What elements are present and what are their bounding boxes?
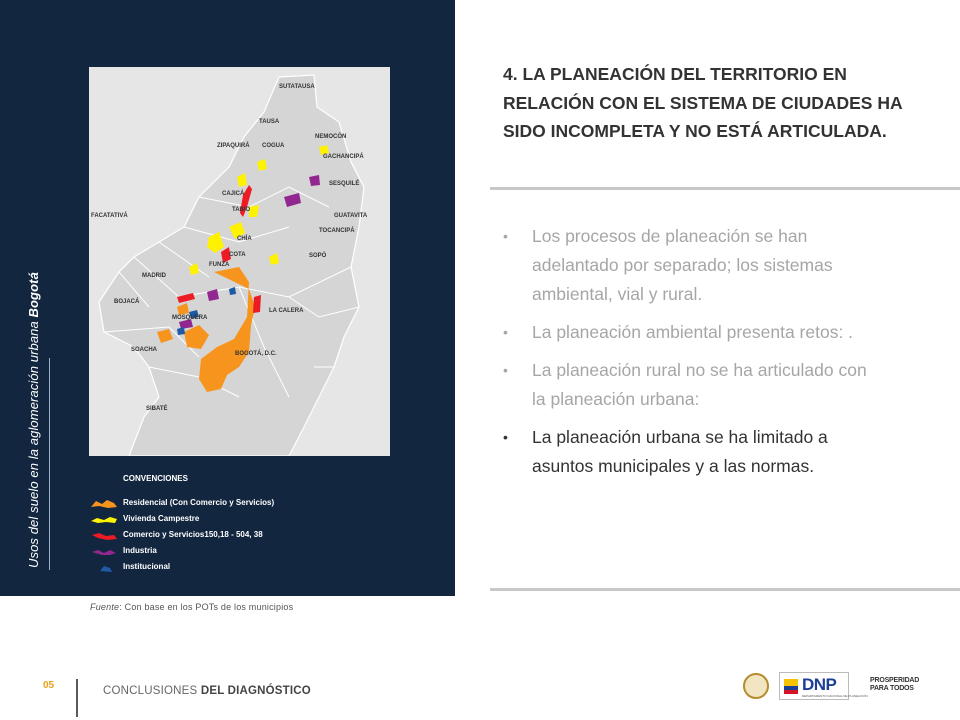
footer-divider [76, 679, 78, 717]
prosperidad-line1: PROSPERIDAD [870, 677, 920, 684]
page-number: 05 [43, 680, 55, 691]
map-label: BOGOTÁ, D.C. [235, 351, 277, 357]
map-label: SOACHA [131, 347, 158, 353]
map-label: FACATATIVÁ [91, 213, 128, 219]
legend-label: Industria [123, 546, 157, 555]
map-label: CAJICÁ [222, 191, 245, 197]
map-section-title-prefix: Usos del suelo en la aglomeración urbana [26, 317, 41, 568]
map-label: GACHANCIPÁ [323, 154, 364, 160]
map-label: COTA [229, 252, 246, 258]
footer-logos [740, 670, 940, 706]
map-label: SIBATÉ [146, 406, 168, 412]
map-label: TOCANCIPÁ [319, 228, 355, 234]
left-panel [0, 0, 455, 596]
map-label: SUTATAUSA [279, 84, 315, 90]
bullet-list [503, 222, 883, 490]
bullet-item: • La planeación rural no se ha articulado con la planeación urbana: [503, 356, 883, 414]
map-section-title-emphasis: Bogotá [26, 272, 41, 318]
coat-of-arms-icon [743, 673, 769, 699]
map-label: MOSQUERA [172, 315, 208, 321]
map-label: BOJACÁ [114, 299, 140, 305]
source-text: : Con base en los POTs de los municipios [119, 602, 294, 612]
legend-title: CONVENCIONES [123, 474, 188, 483]
dnp-logo-text: DNP [802, 675, 837, 694]
map-label: ZIPAQUIRÁ [217, 143, 250, 149]
footer-section-bold: DEL DIAGNÓSTICO [200, 685, 311, 697]
map-label: MADRID [142, 273, 166, 279]
map-section-title [24, 190, 48, 570]
map-label: TABIO [232, 207, 251, 213]
land-use-map-graphic [89, 67, 390, 456]
bullet-item-highlighted: • La planeación urbana se ha limitado a asuntos municipales y a las normas. [503, 423, 883, 481]
legend-swatch-commercial [90, 531, 118, 541]
map-label: FUNZA [209, 262, 230, 268]
source-label: Fuente [90, 602, 120, 612]
map-label: COGUA [262, 143, 285, 149]
map-label: TAUSA [259, 119, 280, 125]
colombia-flag-icon [784, 679, 798, 694]
legend-swatch-campestre [90, 515, 118, 525]
legend-label: Residencial (Con Comercio y Servicios) [123, 498, 275, 507]
legend-label: Vivienda Campestre [123, 514, 200, 523]
legend-label: Institucional [123, 562, 171, 571]
map-section-title-text [26, 272, 41, 568]
legend-swatch-industry [90, 547, 118, 557]
map-label: LA CALERA [269, 308, 304, 314]
content-divider [490, 588, 960, 591]
slide-headline: 4. LA PLANEACIÓN DEL TERRITORIO EN RELACIÓN CON EL SISTEMA DE CIUDADES HA SIDO INCOMPLETA Y NO ESTÁ ARTICULADA. [503, 64, 902, 141]
headline-divider [490, 187, 960, 190]
dnp-logo [779, 672, 868, 700]
land-use-map [89, 67, 390, 456]
legend-swatch-institutional [90, 563, 118, 573]
footer-section-light: CONCLUSIONES [103, 685, 201, 697]
legend-swatch-residential [90, 499, 118, 509]
bullet-item: • Los procesos de planeación se han adelantado por separado; los sistemas ambiental, vial y rural. [503, 222, 883, 309]
map-label: SESQUILÉ [329, 181, 360, 187]
legend-label: Comercio y Servicios150,18 - 504, 38 [123, 530, 263, 539]
vertical-divider [49, 358, 50, 570]
map-label: NEMOCÓN [315, 134, 347, 140]
prosperidad-logo [870, 677, 919, 693]
prosperidad-line2: PARA TODOS [870, 685, 914, 692]
map-label: SOPÓ [309, 253, 327, 259]
map-label: GUATAVITA [334, 213, 368, 219]
source-note [90, 602, 293, 612]
dnp-logo-subtitle: DEPARTAMENTO NACIONAL DE PLANEACIÓN [802, 694, 868, 698]
footer-section-title [103, 685, 311, 697]
bullet-item: • La planeación ambiental presenta retos: . [503, 318, 883, 347]
map-label: CHÍA [237, 236, 252, 242]
